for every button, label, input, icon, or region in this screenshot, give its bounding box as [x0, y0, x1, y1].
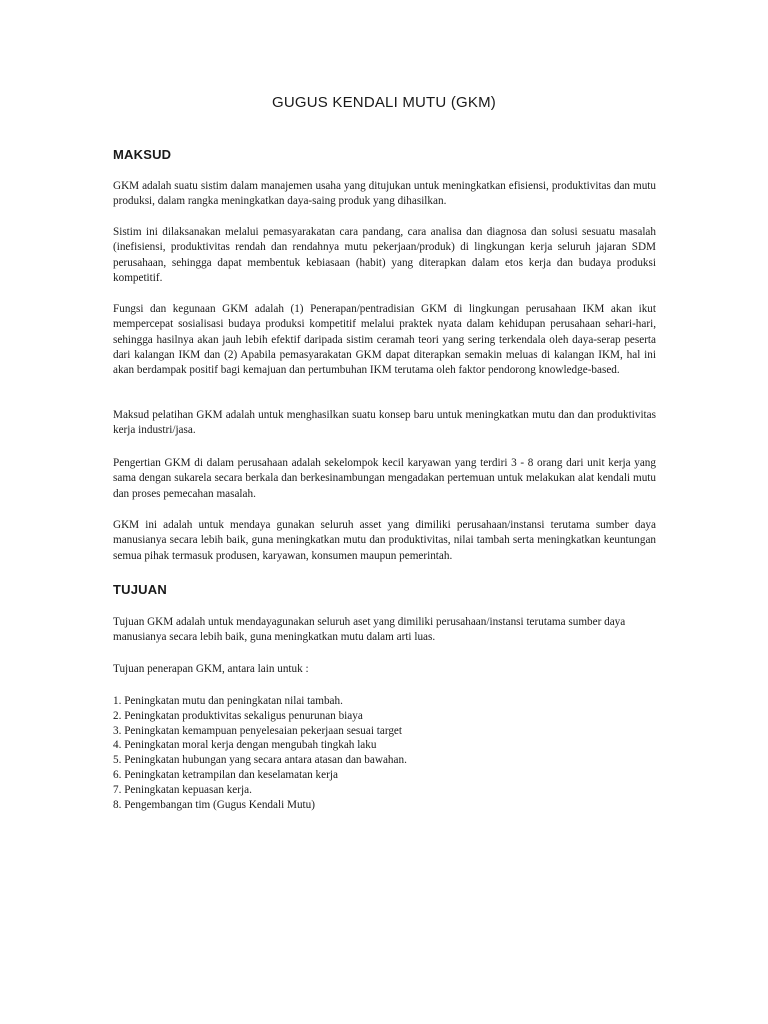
paragraph: Fungsi dan kegunaan GKM adalah (1) Penerapan/pentradisian GKM di lingkungan perusahaan IKM akan ikut mempercepat sosialisasi budaya produksi kompetitif melalui praktek nyata dalam kehidupan perusahaan sehari-hari, sehingga hasilnya akan jauh lebih efektif daripada sistim ceramah teori yang sering terkendala oleh daya-serap peserta dari kalangan IKM dan (2) Apabila pemasyarakatan GKM dapat diterapkan semakin meluas di kalangan IKM, hal ini akan berdampak positif bagi kemajuan dan pertumbuhan IKM terutama oleh faktor pendorong knowledge-based. — [113, 303, 656, 377]
list-item: 8. Pengembangan tim (Gugus Kendali Mutu) — [113, 798, 315, 811]
paragraph: Pengertian GKM di dalam perusahaan adalah sekelompok kecil karyawan yang terdiri 3 - 8 orang dari unit kerja yang sama dengan sukarela secara berkala dan berkesinambungan mengadakan pertemuan untuk melakukan alat kendali mutu dan proses pemecahan masalah. — [113, 457, 656, 500]
list-item: 7. Peningkatan kepuasan kerja. — [113, 783, 252, 796]
list-item: 5. Peningkatan hubungan yang secara antara atasan dan bawahan. — [113, 754, 407, 767]
paragraph: Tujuan GKM adalah untuk mendayagunakan seluruh aset yang dimiliki perusahaan/instansi terutama sumber daya manusianya secara lebih baik, guna meningkatkan mutu dalam arti luas. — [113, 616, 626, 644]
paragraph: GKM ini adalah untuk mendaya gunakan seluruh asset yang dimiliki perusahaan/instansi terutama sumber daya manusianya secara lebih baik, guna meningkatkan mutu dan produktivitas, nilai tambah serta meningkatkan keuntungan semua pihak termasuk produsen, karyawan, konsumen maupun pemerintah. — [113, 519, 656, 562]
paragraph: Tujuan penerapan GKM, antara lain untuk : — [113, 663, 309, 675]
paragraph: Maksud pelatihan GKM adalah untuk menghasilkan suatu konsep baru untuk meningkatkan mutu dan dan produktivitas kerja industri/jasa. — [113, 409, 656, 437]
goals-list — [113, 694, 656, 812]
list-item: 3. Peningkatan kemampuan penyelesaian pekerjaan sesuai target — [113, 724, 403, 737]
list-item: 2. Peningkatan produktivitas sekaligus penurunan biaya — [113, 709, 363, 722]
section-heading-maksud: MAKSUD — [113, 147, 172, 162]
paragraph: GKM adalah suatu sistim dalam manajemen usaha yang ditujukan untuk meningkatkan efisiensi, produktivitas dan mutu produksi, dalam rangka meningkatkan daya-saing produk yang dihasilkan. — [113, 180, 656, 208]
list-item: 4. Peningkatan moral kerja dengan mengubah tingkah laku — [113, 739, 377, 752]
list-item: 6. Peningkatan ketrampilan dan keselamatan kerja — [113, 768, 338, 781]
section-heading-tujuan: TUJUAN — [113, 582, 167, 597]
paragraph: Sistim ini dilaksanakan melalui pemasyarakatan cara pandang, cara analisa dan diagnosa dan solusi sesuatu masalah (inefisiensi, produktivitas rendah dan rendahnya mutu pekerjaan/produk) di lingkungan kerja seluruh jajaran SDM perusahaan, sehingga dapat membentuk kebiasaan (habit) yang diterapkan dalam etos kerja dan budaya produksi kompetitif. — [113, 226, 656, 284]
document-title: GUGUS KENDALI MUTU (GKM) — [272, 94, 496, 111]
list-item: 1. Peningkatan mutu dan peningkatan nilai tambah. — [113, 695, 343, 707]
